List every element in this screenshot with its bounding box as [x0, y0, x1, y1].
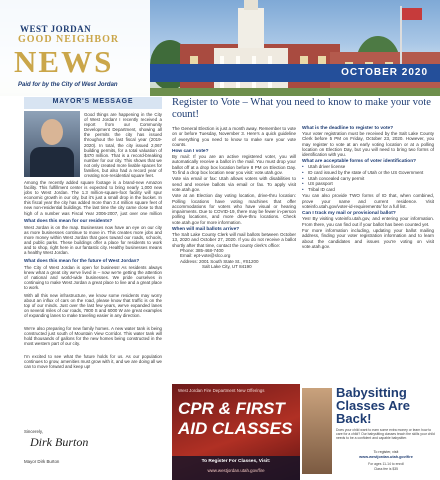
mailed-text: The Salt Lake County Clerk will mail ballots between October 13, 2020 and October 27, 2020. If you do not receive a ballot shortly after that time, contact the county clerk's office:: [172, 232, 296, 248]
how-heading: How can I vote?: [172, 149, 209, 155]
mayor-paragraph: The City of West Jordan is open for business! As residents always knew what a great city we've lived in – now we're getting the attention of national and world-wide businesses. We pride ourselves in continuing to make West Jordan a great place to live and a great place to work.: [24, 265, 162, 291]
cpr-ad-register: To Register For Classes, Visit:: [201, 459, 271, 464]
vote-intro: The General Election is just a month away. Remember to vote on or before Tuesday, November 3. Here's a quick guideline of everything you need to know to make sure your vote counts.: [172, 126, 296, 147]
track-text: Yes! By visiting voteinfo.utah.gov, and entering your information. From there, you can find out if your ballot has been counted yet.: [302, 216, 434, 227]
cpr-ad-link[interactable]: www.westjordan.utah.gov/fire: [207, 468, 265, 473]
mayor-body: [30, 147, 74, 177]
paid-by-note: Paid for by the City of West Jordan: [18, 82, 118, 88]
lawn: [150, 88, 440, 96]
vote-column-right: [302, 126, 434, 249]
question-heading: What does this mean for our residents?: [24, 218, 113, 223]
list-item: • Tribal ID card: [302, 187, 434, 193]
id-list: [302, 164, 434, 192]
list-item: • Utah concealed carry permit: [302, 176, 434, 182]
logo-city: WEST JORDAN: [20, 24, 92, 34]
newsletter-logo: [0, 0, 150, 96]
babysitting-description: Does your child want to earn some extra money or learn how to care for a child? Our babysitting classes teach the skills your child needs to be a confident and capable babysitter.: [336, 428, 435, 441]
clerk-city: Salt Lake City, UT 84190: [202, 263, 252, 269]
masthead: [0, 0, 440, 96]
babysitting-ad[interactable]: [302, 384, 440, 480]
id-heading: What are acceptable forms of voter identification?: [302, 159, 417, 165]
clock-tower: [238, 8, 264, 48]
logo-series: GOOD NEIGHBOR: [18, 34, 120, 45]
vote-column-left: [172, 126, 296, 269]
by-mail-text: By mail: If you are an active registered voter, you will automatically receive a ballot in the mail. You must drop your ballot off at a drop box location before 8 PM on Election Day. To find a drop box location near you visit: vote.utah.gov.: [172, 154, 296, 176]
babysitting-fee: Class fee is $35: [373, 467, 399, 471]
issue-date: OCTOBER 2020: [341, 67, 428, 78]
cpr-ad-subtitle: AID CLASSES: [178, 419, 293, 438]
babysitting-link[interactable]: www.westjordan.utah.gov/fire: [359, 455, 413, 459]
id-note: You can also provide TWO forms of ID that, when combined, prove your name and current residence. Visit voteinfo.utah.gov/voter-id-requirements/ for a full list.: [302, 193, 434, 210]
list-item: • Utah driver license: [302, 164, 434, 170]
question-heading: What does this mean for the future of West Jordan?: [24, 258, 140, 263]
date-band: [150, 64, 440, 82]
vote-headline: Register to Vote – What you need to know to make your vote count!: [172, 97, 431, 120]
mayor-name: Mayor Dirk Burton: [24, 459, 60, 464]
mayor-paragraph: Among the recently added square footage is a brand-new Amazon facility. This fulfillment center is expected to bring nearly 1,000 new jobs to West Jordan. The 1.3 million-square-foot facility will spur economic growth in our city, but it's just a small drop in the bucket. In this fiscal year the city has added more than 3.4 million square feet of new non-residential buildings. The last time the city came close to that high of a number was Fiscal Year 2006-2007, just over one million: [24, 180, 162, 216]
section-title: MAYOR'S MESSAGE: [52, 98, 134, 105]
mayor-intro: Good things are happening in the City of West Jordan! I recently received a report from our Community Development Department, showing all the permits the city has issued throughout the last fiscal year (2019-2020). In total, the city issued 2,067 building permits, for a total valuation of $470 million. That is a record-breaking number for our city. This shows that we not only created more livable spaces for families, but also had a record year of creating non-residential square feet.: [84, 112, 162, 178]
child-photo: [302, 388, 332, 474]
mayor-paragraph: We're also preparing for new family homes. A new water tank is being constructed just south of Mountain View Corridor. This water tank will hold thousands of gallons for the new homes being constructed in the most western part of our city.: [24, 326, 162, 347]
mayor-photo: [24, 111, 80, 177]
cpr-ad[interactable]: [172, 384, 300, 480]
more-info-text: For more information including, updating your ballot mailing address, finding your voter registration information and to learn about the candidates and issues you're voting on visit vote.utah.gov.: [302, 227, 434, 249]
election-day-text: Vote at an Election day voting location, drive-thru location: Polling locations have voting machines that offer accommodations for voters who have visual or hearing impairments. Due to COVID-19, there may be fewer in-person polling locations, and more drive-thru locations. Check vote.utah.gov for more information.: [172, 193, 296, 225]
list-item: • ID card issued by the state of Utah or the US Government: [302, 170, 434, 176]
clerk-address: Address: 2001 South State St., #S1200: [180, 258, 259, 264]
signature: Dirk Burton: [30, 435, 89, 449]
closing: Sincerely,: [24, 429, 43, 434]
mayor-paragraph: With all this new infrastructure, we know some residents may worry about an influx of cars on the road, please know that traffic is on the top of our minds. Just over the last few years, we've expanded lanes on several miles of our roads, 7800 S and 6000 W are great examples of expanding lanes to make traveling easier in any direction.: [24, 293, 162, 319]
list-item: • US passport: [302, 181, 434, 187]
mayor-message-column: [24, 97, 162, 480]
flag-icon: [402, 8, 422, 20]
clerk-email: Email: ept-vote@slco.org: [180, 253, 231, 259]
babysitting-ages: For ages 11-14 to enroll: [368, 462, 404, 466]
deadline-text: Your voter registration must be received by the Salt Lake County Clerk before 5 PM on Friday, October 23, 2020. However, you may register to vote at an early voting location or at a polling location on Election Day, but you will need to bring two forms of identification with you.: [302, 131, 434, 158]
clerk-phone: Phone: 385-468-7400: [180, 247, 224, 253]
mayor-head: [41, 119, 63, 145]
cpr-ad-kicker: West Jordan Fire Department New Offerings: [178, 388, 265, 393]
mayor-paragraph: West Jordan is on the map. Businesses now have an eye on our city as more businesses continue to move in. This creates more jobs and more money within West Jordan that goes toward our roads, schools, and public parks. These buildings offer a place for residents to work and to shop, right here in our fantastic city. Healthy businesses means a healthy West Jordan.: [24, 225, 162, 256]
babysitting-register: To register, visit: [373, 450, 399, 454]
babysitting-title: Babysitting Classes Are Back!: [336, 385, 410, 426]
mayor-paragraph: I'm excited to see what the future holds for us. As our population continues to grow, amenities must grow with it, and we are doing all we can to move forward and keep up!: [24, 354, 162, 370]
logo-title: NEWS: [14, 44, 114, 79]
cpr-ad-title: CPR & FIRST: [178, 399, 285, 418]
track-heading: Can I track my mail or provisional ballot?: [302, 211, 396, 217]
tower-top: [244, 0, 258, 10]
email-fax-text: Vote via email or fax: Utah allows voters with disabilities to send and receive ballots via email or fax. To apply visit vote.utah.gov.: [172, 176, 296, 192]
mailed-heading: When will mail ballots arrive?: [172, 227, 240, 233]
deadline-heading: What is the deadline to register to vote?: [302, 126, 394, 131]
